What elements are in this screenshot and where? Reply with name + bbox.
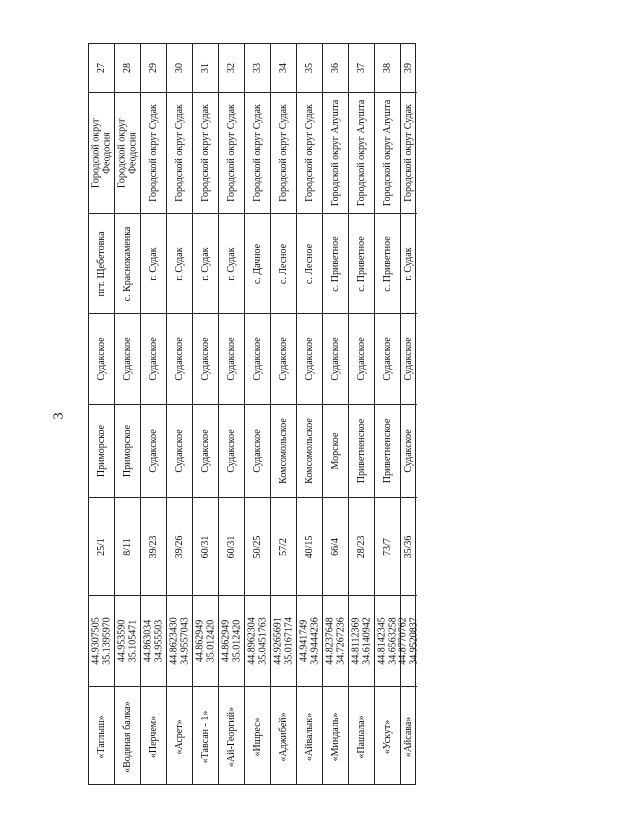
block: 28/23 [355, 535, 367, 558]
site-name: «Ай-Георгий» [225, 706, 237, 767]
row-number: 39 [402, 63, 414, 73]
locality: г. Судак [225, 246, 237, 281]
block: 25/1 [95, 537, 107, 556]
forestry: Судакское [121, 337, 133, 381]
locality: с. Лесное [303, 243, 315, 284]
subforestry: Комсомольское [303, 418, 315, 484]
locality: с. Приветное [329, 235, 341, 292]
coordinates: 44.8112369 34.6140942 [350, 617, 372, 665]
coordinates: 44.8623430 34.9557043 [168, 617, 190, 665]
row-number: 35 [303, 63, 315, 73]
coordinates: 44.941749 34.9444236 [298, 617, 320, 665]
subforestry: Комсомольское [277, 418, 289, 484]
locality: с. Краснокаменка [121, 226, 133, 301]
block: 35/36 [402, 535, 414, 558]
site-name: «Миндаль» [329, 712, 341, 761]
coordinates: 44.953590 35.105471 [116, 619, 138, 663]
district: Городской округ Судак [402, 104, 414, 202]
site-name: «Таглыш» [95, 714, 107, 759]
subforestry: Приветненское [381, 418, 393, 484]
site-name: «Пашала» [355, 714, 367, 759]
locality: с. Приветное [355, 235, 367, 292]
table-row [323, 44, 349, 784]
subforestry: Приморское [121, 424, 133, 478]
block: 39/26 [173, 535, 185, 558]
forestry: Судакское [173, 337, 185, 381]
coordinates: 44.862949 35.012420 [220, 619, 242, 663]
coordinates: 44.8142345 34.6563258 [376, 617, 398, 665]
forestry: Судакское [277, 337, 289, 381]
locality: г. Судак [402, 246, 414, 281]
district: Городской округ Судак [147, 104, 159, 202]
block: 66/4 [329, 537, 341, 556]
district: Городской округ Алушта [329, 99, 341, 207]
row-number: 29 [147, 63, 159, 73]
row-number: 34 [277, 63, 289, 73]
locality: г. Судак [199, 246, 211, 281]
table-row [397, 44, 419, 784]
site-name: «Асрет» [173, 718, 185, 755]
row-number: 36 [329, 63, 341, 73]
table-row [245, 44, 271, 784]
locality: г. Судак [173, 246, 185, 281]
site-name: «Тавсан - 1» [199, 710, 211, 763]
table-row [193, 44, 219, 784]
forestry: Судакское [199, 337, 211, 381]
district: Городской округ Судак [303, 104, 315, 202]
table-row [375, 44, 401, 784]
subforestry: Морское [329, 432, 341, 470]
block: 40/15 [303, 535, 315, 558]
district: Городской округ Судак [277, 104, 289, 202]
district: Городской округ Феодосия [116, 117, 138, 189]
district: Городской округ Алушта [381, 99, 393, 207]
forestry: Судакское [329, 337, 341, 381]
block: 50/25 [251, 535, 263, 558]
subforestry: Судакское [199, 429, 211, 473]
district: Городской округ Феодосия [90, 117, 112, 189]
forestry: Судакское [95, 337, 107, 381]
forestry: Судакское [251, 337, 263, 381]
site-name: «Айсава» [402, 716, 414, 757]
locality: пгт. Щебетовка [95, 230, 107, 297]
table-row [271, 44, 297, 784]
coordinates: 44.862949 35.012420 [194, 619, 216, 663]
subforestry: Приветненское [355, 418, 367, 484]
site-name: «Аджибей» [277, 711, 289, 762]
site-name: «Ускут» [381, 719, 393, 754]
site-name: «Айвалык» [303, 712, 315, 761]
district: Городской округ Судак [199, 104, 211, 202]
forestry: Судакское [355, 337, 367, 381]
site-name: «Водяная балка» [121, 700, 133, 773]
row-number: 28 [121, 63, 133, 73]
locality: г. Судак [147, 246, 159, 281]
row-number: 30 [173, 63, 185, 73]
district: Городской округ Судак [173, 104, 185, 202]
row-number: 33 [251, 63, 263, 73]
forestry: Судакское [147, 337, 159, 381]
table-row [141, 44, 167, 784]
row-number: 37 [355, 63, 367, 73]
forestry: Судакское [303, 337, 315, 381]
coordinates: 44.8770762 34.9520837 [397, 617, 419, 665]
block: 60/31 [225, 535, 237, 558]
locality: с. Дачное [251, 243, 263, 284]
block: 57/2 [277, 537, 289, 556]
coordinates: 44.9307505 35.1395970 [90, 617, 112, 665]
coordinates: 44.863034 34.955503 [142, 619, 164, 663]
forest-sites-table [88, 43, 419, 785]
table-row [167, 44, 193, 784]
locality: с. Лесное [277, 243, 289, 284]
forestry: Судакское [381, 337, 393, 381]
row-number: 32 [225, 63, 237, 73]
coordinates: 44.9265691 35.0167174 [272, 617, 294, 665]
subforestry: Приморское [95, 424, 107, 478]
block: 8/11 [121, 537, 133, 556]
subforestry: Судакское [225, 429, 237, 473]
block: 39/23 [147, 535, 159, 558]
table-row [297, 44, 323, 784]
block: 73/7 [381, 537, 393, 556]
coordinates: 44.8237648 34.7267236 [324, 617, 346, 665]
subforestry: Судакское [251, 429, 263, 473]
page-number: 3 [51, 412, 67, 420]
district: Городской округ Алушта [355, 99, 367, 207]
subforestry: Судакское [402, 429, 414, 473]
subforestry: Судакское [147, 429, 159, 473]
table-row [349, 44, 375, 784]
table-row [219, 44, 245, 784]
subforestry: Судакское [173, 429, 185, 473]
locality: с. Приветное [381, 235, 393, 292]
block: 60/31 [199, 535, 211, 558]
coordinates: 44.8962304 35.0451763 [246, 617, 268, 665]
district: Городской округ Судак [251, 104, 263, 202]
table-row [89, 44, 115, 784]
forestry: Судакское [225, 337, 237, 381]
row-number: 27 [95, 63, 107, 73]
forestry: Судакское [402, 337, 414, 381]
table-row [115, 44, 141, 784]
row-number: 31 [199, 63, 211, 73]
row-number: 38 [381, 63, 393, 73]
site-name: «Перчем» [147, 715, 159, 758]
site-name: «Ишрес» [251, 716, 263, 757]
district: Городской округ Судак [225, 104, 237, 202]
